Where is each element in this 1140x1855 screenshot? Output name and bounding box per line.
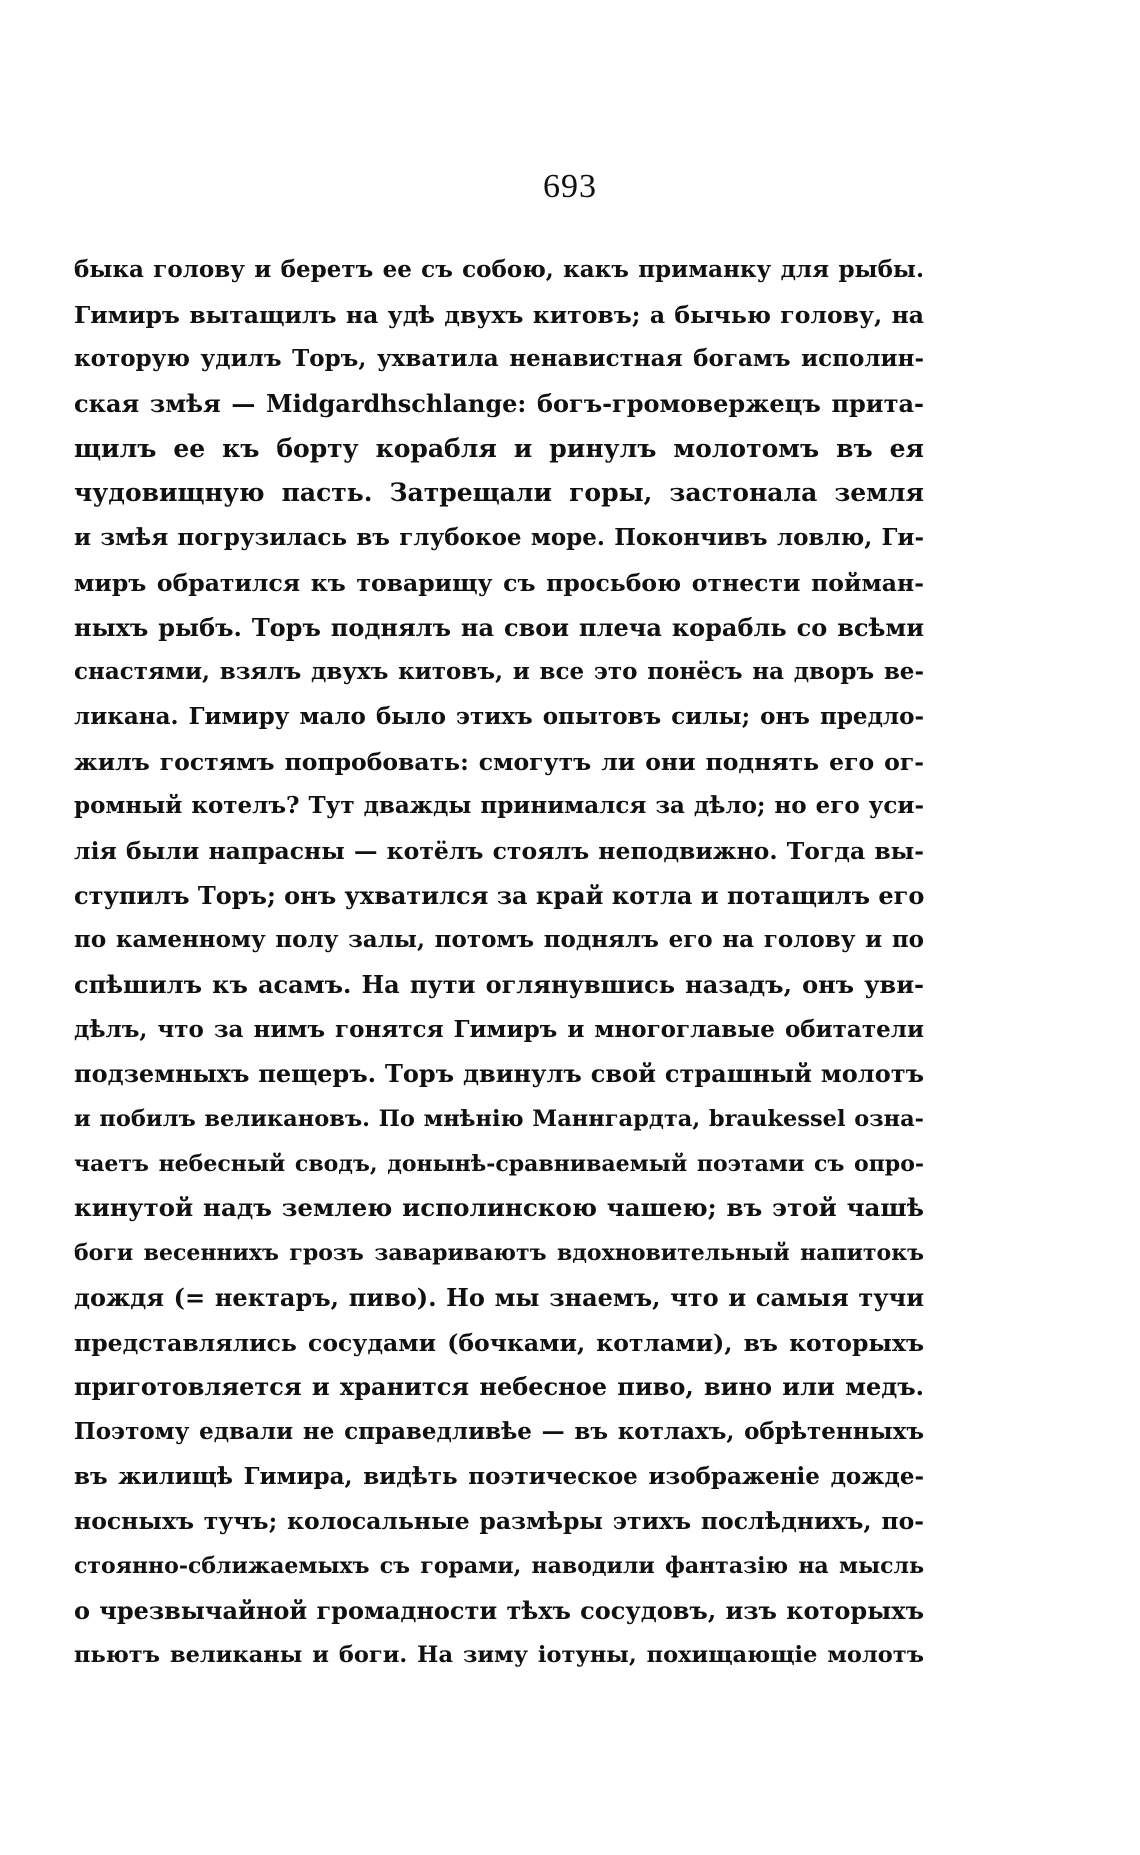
text-line: снастями, взялъ двухъ китовъ, и все это понёсъ на дворъ ве-	[74, 658, 924, 686]
text-line: спѣшилъ къ асамъ. На пути оглянувшись назадъ, онъ уви-	[74, 970, 924, 999]
text-line: чаетъ небесный сводъ, донынѣ-сравниваемый поэтами съ опро-	[74, 1150, 924, 1177]
text-line: пьютъ великаны и боги. На зиму іотуны, похищающіе молотъ	[74, 1642, 924, 1669]
text-line: которую удилъ Торъ, ухватила ненавистная богамъ исполин-	[74, 345, 924, 373]
text-line: Гимиръ вытащилъ на удѣ двухъ китовъ; а бычью голову, на	[74, 300, 924, 329]
body-text	[74, 248, 924, 1678]
text-line: и побилъ великановъ. По мнѣнію Маннгардта, braukessel озна-	[74, 1106, 924, 1133]
text-line: чудовищную пасть. Затрещали горы, застонала земля	[74, 478, 924, 508]
text-line: ская змѣя — Midgardhschlange: богъ-громовержецъ прита-	[74, 389, 924, 419]
text-line: Поэтому едвали не справедливѣе — въ котлахъ, обрѣтенныхъ	[74, 1417, 924, 1445]
text-line: миръ обратился къ товарищу съ просьбою отнести пойман-	[74, 568, 924, 597]
page-number: 693	[543, 168, 597, 205]
text-line: въ жилищѣ Гимира, видѣть поэтическое изображеніе дожде-	[74, 1462, 924, 1490]
text-line: ликана. Гимиру мало было этихъ опытовъ силы; онъ предло-	[74, 702, 924, 730]
text-line: дѣлъ, что за нимъ гонятся Гимиръ и многоглавые обитатели	[74, 1015, 924, 1043]
text-line: жилъ гостямъ попробовать: смогутъ ли они поднять его ог-	[74, 747, 924, 776]
text-line: носныхъ тучъ; колосальные размѣры этихъ послѣднихъ, по-	[74, 1507, 924, 1536]
text-line: лія были напрасны — котёлъ стоялъ неподвижно. Тогда вы-	[74, 836, 924, 865]
text-line: приготовляется и хранится небесное пиво, вино или медъ.	[74, 1372, 924, 1402]
text-line: ромный котелъ? Тут дважды принимался за дѣло; но его уси-	[74, 792, 924, 820]
text-line: представлялись сосудами (бочками, котлами), въ которыхъ	[74, 1328, 924, 1357]
text-line: подземныхъ пещеръ. Торъ двинулъ свой страшный молотъ	[74, 1059, 924, 1089]
text-line: ступилъ Торъ; онъ ухватился за край котла и потащилъ его	[74, 880, 924, 910]
text-line: быка голову и беретъ ее съ собою, какъ приманку для рыбы.	[74, 256, 924, 283]
text-line: и змѣя погрузилась въ глубокое море. Покончивъ ловлю, Ги-	[74, 524, 924, 552]
text-line: стоянно-сближаемыхъ съ горами, наводили фантазію на мысль	[74, 1552, 924, 1579]
text-line: кинутой надъ землею исполинскою чашею; въ этой чашѣ	[74, 1193, 924, 1223]
text-line: по каменному полу залы, потомъ поднялъ его на голову и по	[74, 926, 924, 954]
text-line: щилъ ее къ борту корабля и ринулъ молотомъ въ ея	[74, 433, 924, 463]
text-line: дождя (= нектаръ, пиво). Но мы знаемъ, что и самыя тучи	[74, 1282, 924, 1312]
text-line: ныхъ рыбъ. Торъ поднялъ на свои плеча корабль со всѣми	[74, 612, 924, 642]
text-line: боги весеннихъ грозъ завариваютъ вдохновительный напитокъ	[74, 1240, 924, 1267]
text-line: о чрезвычайной громадности тѣхъ сосудовъ, изъ которыхъ	[74, 1595, 924, 1625]
